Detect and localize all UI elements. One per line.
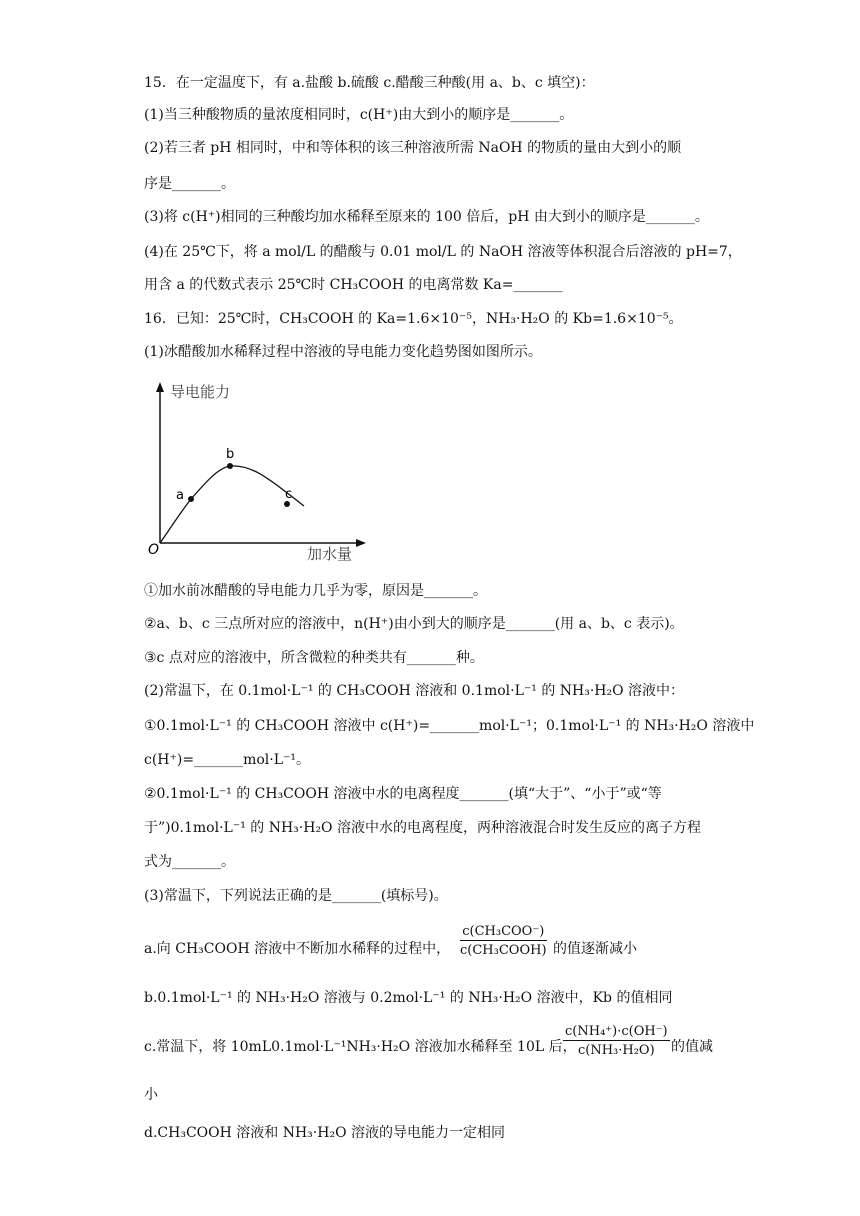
conductivity-curve (160, 466, 304, 543)
q16-part2: (2)常温下，在 0.1mol·L⁻¹ 的 CH₃COOH 溶液和 0.1mol·L⁻¹ 的 NH₃·H₂O 溶液中： (144, 683, 685, 699)
point-c-label: c (285, 487, 293, 502)
option-c-post: 的值减 (671, 1039, 713, 1055)
conductivity-graph (144, 378, 374, 568)
q15-part2-line2: 序是_______。 (144, 176, 235, 192)
q16-2-sub2-line3: 式为_______。 (144, 854, 235, 870)
q15-part3: (3)将 c(H⁺)相同的三种酸均加水稀释至原来的 100 倍后，pH 由大到小的顺序是_______。 (144, 209, 709, 225)
option-d-text: d.CH₃COOH 溶液和 NH₃·H₂O 溶液的导电能力一定相同 (144, 1125, 505, 1141)
y-axis-label: 导电能力 (170, 383, 231, 401)
option-a-tail: 的值逐渐减小 (553, 941, 637, 957)
q16-stem: 16．已知：25℃时，CH₃COOH 的 Ka=1.6×10⁻⁵，NH₃·H₂O 的 Kb=1.6×10⁻⁵。 (144, 311, 683, 327)
option-a-numerator: c(CH₃COO⁻) (460, 924, 547, 941)
q16-2-sub1-line1: ①0.1mol·L⁻¹ 的 CH₃COOH 溶液中 c(H⁺)=_______mol·L⁻¹；0.1mol·L⁻¹ 的 NH₃·H₂O 溶液中 (144, 718, 755, 734)
q16-part3: (3)常温下，下列说法正确的是_______(填标号)。 (144, 888, 448, 904)
point-b-label: b (226, 447, 235, 462)
option-c-denominator: c(NH₃·H₂O) (577, 1043, 655, 1058)
q16-2-sub2-line2: 于”)0.1mol·L⁻¹ 的 NH₃·H₂O 溶液中水的电离程度，两种溶液混合时发生反应的离子方程 (144, 820, 701, 836)
point-b-dot (227, 463, 233, 469)
option-a-fraction (460, 924, 547, 958)
q16-2-sub2-line1: ②0.1mol·L⁻¹ 的 CH₃COOH 溶液中水的电离程度_______(填“大于”、“小于”或“等 (144, 786, 662, 802)
q16-1-sub3: ③c 点对应的溶液中，所含微粒的种类共有_______种。 (144, 650, 484, 666)
option-b-text: b.0.1mol·L⁻¹ 的 NH₃·H₂O 溶液与 0.2mol·L⁻¹ 的 NH₃·H₂O 溶液中，Kb 的值相同 (144, 990, 673, 1006)
q15-part1: (1)当三种酸物质的量浓度相同时，c(H⁺)由大到小的顺序是_______。 (144, 107, 574, 123)
option-c-numerator: c(NH₄⁺)·c(OH⁻) (565, 1024, 668, 1039)
q15-part2-line1: (2)若三者 pH 相同时，中和等体积的该三种溶液所需 NaOH 的物质的量由大到小的顺 (144, 140, 682, 156)
q16-part1: (1)冰醋酸加水稀释过程中溶液的导电能力变化趋势图如图所示。 (144, 344, 542, 360)
option-a-text: a.向 CH₃COOH 溶液中不断加水稀释的过程中， (144, 941, 451, 957)
q15-part4-line1: (4)在 25℃下，将 a mol/L 的醋酸与 0.01 mol/L 的 NaOH 溶液等体积混合后溶液的 pH=7， (144, 244, 742, 260)
x-axis-label: 加水量 (307, 545, 353, 563)
q15-part4-line2: 用含 a 的代数式表示 25℃时 CH₃COOH 的电离常数 Ka=_______ (144, 277, 563, 293)
option-a-denominator: c(CH₃COOH) (460, 943, 547, 958)
origin-label: O (148, 542, 160, 558)
q16-1-sub1: ①加水前冰醋酸的导电能力几乎为零，原因是_______。 (144, 583, 487, 599)
option-c-fraction (563, 1024, 670, 1058)
option-c-text: c.常温下，将 10mL0.1mol·L⁻¹NH₃·H₂O 溶液加水稀释至 10L 后， (144, 1039, 577, 1055)
option-c-tail: 小 (144, 1087, 158, 1103)
point-a-dot (188, 496, 194, 502)
q16-1-sub2: ②a、b、c 三点所对应的溶液中，n(H⁺)由小到大的顺序是_______(用 a、b、c 表示)。 (144, 616, 684, 632)
q16-2-sub1-line2: c(H⁺)=_______mol·L⁻¹。 (144, 752, 311, 768)
point-a-label: a (176, 488, 184, 503)
q15-stem: 15．在一定温度下，有 a.盐酸 b.硫酸 c.醋酸三种酸(用 a、b、c 填空)： (144, 75, 595, 91)
